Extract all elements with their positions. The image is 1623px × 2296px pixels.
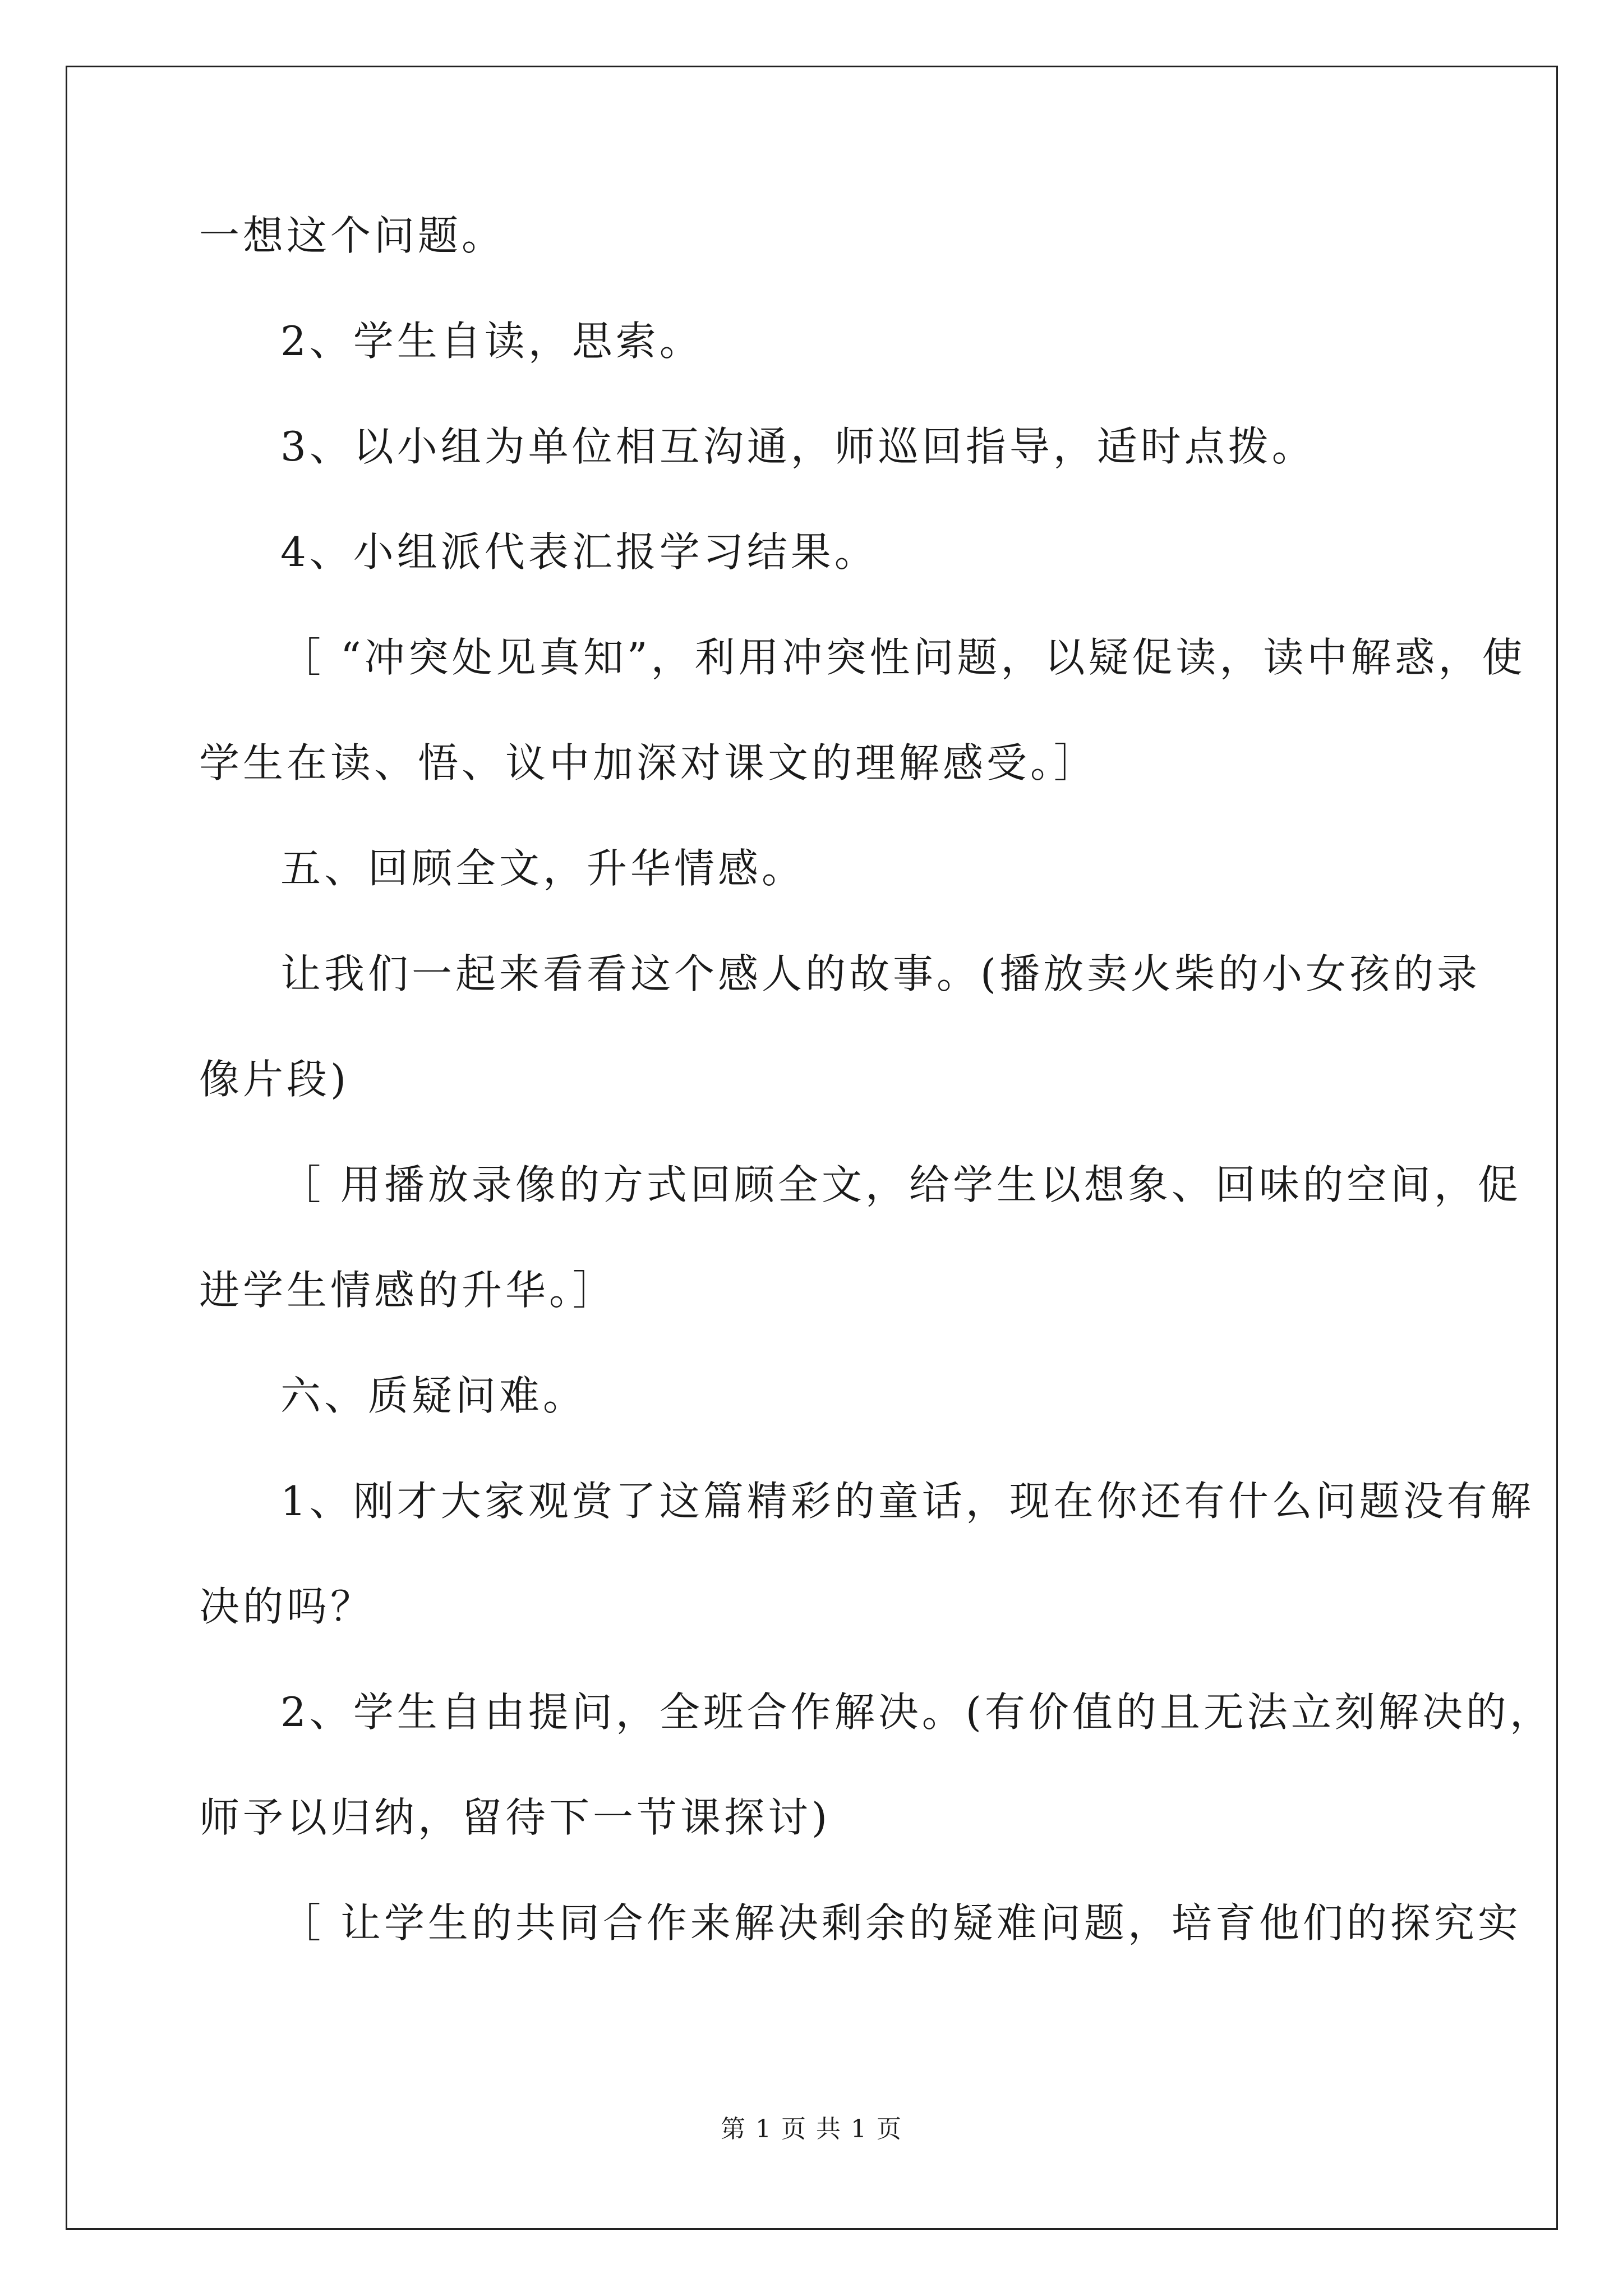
text-line: 学生在读、悟、议中加深对课文的理解感受。］ — [199, 739, 1098, 786]
text-line: 进学生情感的升华。］ — [199, 1267, 617, 1314]
text-line: 3、以小组为单位相互沟通，师巡回指导，适时点拨。 — [280, 423, 1316, 470]
section-heading: 五、回顾全文，升华情感。 — [280, 845, 806, 892]
text-line: 1、刚才大家观赏了这篇精彩的童话，现在你还有什么问题没有解 — [280, 1478, 1534, 1525]
text-line: 师予以归纳，留待下一节课探讨) — [199, 1794, 831, 1841]
text-line: 一想这个问题。 — [199, 212, 506, 259]
page-footer: 第 1 页 共 1 页 — [721, 2115, 902, 2143]
text-line: ［ 用播放录像的方式回顾全文，给学生以想象、回味的空间，促 — [280, 1161, 1521, 1208]
text-line: 决的吗？ — [199, 1583, 375, 1630]
text-line: ［ 让学生的共同合作来解决剩余的疑难问题，培育他们的探究实 — [280, 1899, 1521, 1947]
text-line: 让我们一起来看看这个感人的故事。(播放卖火柴的小女孩的录 — [280, 950, 1481, 997]
text-line: 4、小组派代表汇报学习结果。 — [280, 528, 878, 576]
text-line: 2、学生自读，思索。 — [280, 318, 703, 365]
text-line: 像片段) — [199, 1056, 350, 1103]
section-heading: 六、质疑问难。 — [280, 1372, 587, 1419]
text-line: 2、学生自由提问，全班合作解决。(有价值的且无法立刻解决的， — [280, 1688, 1553, 1736]
text-line: ［ “冲突处见真知”，利用冲突性问题，以疑促读，读中解惑，使 — [280, 634, 1526, 681]
